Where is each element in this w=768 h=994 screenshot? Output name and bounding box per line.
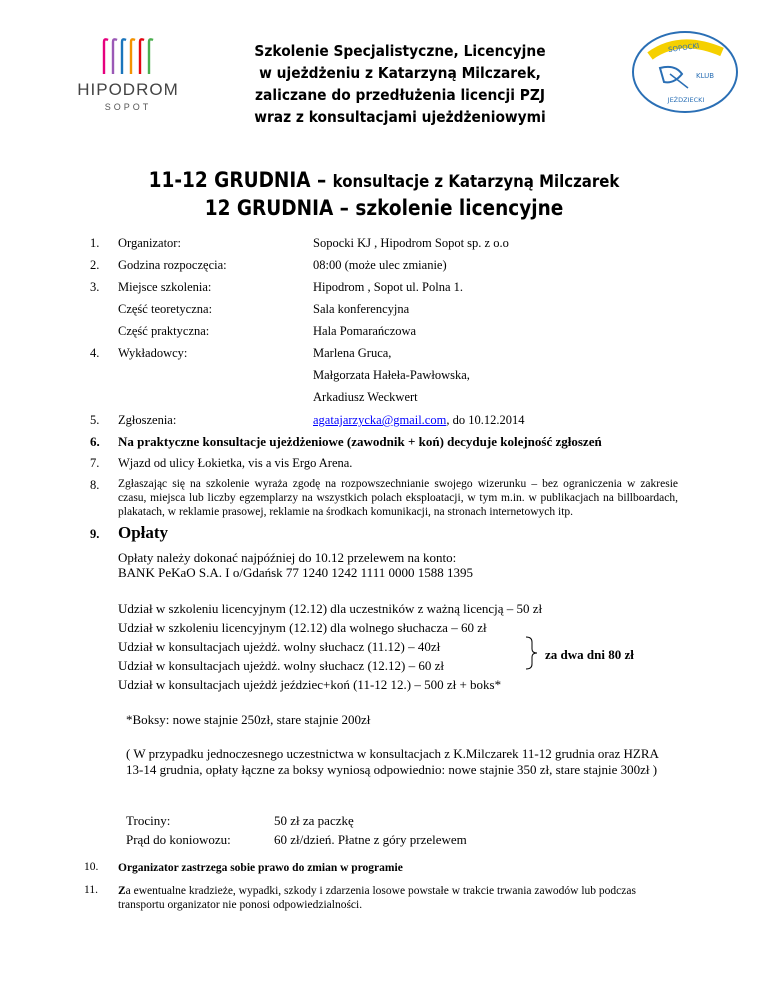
club-logo-mid-text: KLUB	[696, 72, 715, 80]
item-label-lecturers: Wykładowcy:	[118, 346, 188, 360]
combined-box-note: ( W przypadku jednoczesnego uczestnictwa w konsultacjach z K.Milczarek 11-12 grudnia oraz HZRA 13-14 grudnia, opłaty łączne za boksy wyniosą odpowiednio: nowe stajnie 350 zł, stare stajnie 300zł )	[126, 746, 659, 777]
item-number: 5.	[90, 413, 100, 427]
item-number: 2.	[90, 258, 100, 272]
disclaimer-text: a ewentualne kradzieże, wypadki, szkody i zdarzenia losowe powstałe w trakcie trwania zawodów lub podczas transportu organizator nie ponosi odpowiedzialności.	[118, 885, 636, 911]
item-value-theory: Sala konferencyjna	[313, 302, 410, 316]
club-emblem-icon	[630, 26, 740, 118]
title-line: wraz z konsultacjami ujeżdżeniowymi	[254, 108, 546, 126]
title-line: Szkolenie Specjalistyczne, Licencyjne	[254, 42, 546, 60]
fee-line: Udział w szkoleniu licencyjnym (12.12) dla uczestników z ważną licencją – 50 zł	[118, 601, 543, 616]
two-day-price: za dwa dni 80 zł	[545, 647, 634, 662]
fee-line: Udział w konsultacjach ujeżdż. wolny słuchacz (11.12) – 40zł	[118, 639, 441, 654]
disclaimer-first-letter: Z	[118, 885, 126, 897]
item-number: 3.	[90, 280, 100, 294]
item-number: 11.	[84, 884, 98, 896]
payment-deadline: Opłaty należy dokonać najpóźniej do 10.12 przelewem na konto:	[118, 550, 457, 565]
item-entrance: Wjazd od ulicy Łokietka, vis a vis Ergo Arena.	[118, 456, 353, 470]
club-logo	[630, 26, 740, 118]
bank-account: BANK PeKaO S.A. I o/Gdańsk 77 1240 1242 1111 0000 1588 1395	[118, 565, 473, 580]
sawdust-price: 50 zł za paczkę	[274, 813, 354, 828]
item-consultation-order: Na praktyczne konsultacje ujeżdżeniowe (zawodnik + koń) decyduje kolejność zgłoszeń	[118, 434, 602, 449]
item-number: 8.	[90, 478, 100, 492]
item-value-practice: Hala Pomarańczowa	[313, 324, 417, 338]
item-number: 7.	[90, 456, 100, 470]
item-value-place: Hipodrom , Sopot ul. Polna 1.	[313, 280, 464, 294]
item-number: 6.	[90, 434, 100, 449]
organizer-rights: Organizator zastrzega sobie prawo do zmian w programie	[118, 862, 403, 874]
club-logo-bottom-text: JEŹDZIECKI	[667, 96, 705, 104]
liability-disclaimer	[118, 884, 678, 912]
item-label-organizer: Organizator:	[118, 236, 181, 250]
hipodrom-bars-icon	[100, 36, 156, 74]
fee-line: Udział w konsultacjach ujeżdż. wolny słuchacz (12.12) – 60 zł	[118, 658, 444, 673]
item-value-start-time: 08:00 (może ulec zmianie)	[313, 258, 447, 272]
title-line: w ujeżdżeniu z Katarzyną Milczarek,	[259, 64, 541, 82]
title-line: zaliczane do przedłużenia licencji PZJ	[255, 86, 545, 104]
lecturer-name: Małgorzata Hałeła-Pawłowska,	[313, 368, 470, 382]
lecturer-name: Marlena Gruca,	[313, 346, 392, 360]
power-price: 60 zł/dzień. Płatne z góry przelewem	[274, 832, 467, 847]
registration-email-link[interactable]: agatajarzycka@gmail.com	[313, 413, 447, 427]
item-value-organizer: Sopocki KJ , Hipodrom Sopot sp. z o.o	[313, 236, 509, 250]
item-value-registration	[313, 413, 524, 428]
right-brace-icon	[524, 636, 540, 670]
page-title	[216, 40, 584, 128]
item-number: 10.	[84, 861, 99, 873]
headline-subject: konsultacje z Katarzyną Milczarek	[332, 172, 620, 192]
item-label-registration: Zgłoszenia:	[118, 413, 177, 427]
item-label-start-time: Godzina rozpoczęcia:	[118, 258, 227, 272]
item-image-consent: Zgłaszając się na szkolenie wyraża zgodę na rozpowszechnianie swojego wizerunku – bez ograniczenia w zakresie czasu, miejsca lub liczby egzemplarzy na wszystkich polach eksploatacji, w tym m.in. w publikacjach na billboardach, plakatach, w reklamie prasowej, reklamie na środkach komunikacji, na stronach internetowych itp.	[118, 478, 678, 518]
headline-date: 11-12 GRUDNIA –	[148, 168, 333, 192]
item-number: 4.	[90, 346, 100, 360]
headline-consultations	[46, 168, 722, 192]
fees-heading: Opłaty	[118, 523, 169, 542]
registration-deadline: , do 10.12.2014	[446, 413, 525, 427]
hipodrom-logo-sub: SOPOT	[104, 102, 152, 112]
lecturer-name: Arkadiusz Weckwert	[313, 390, 418, 404]
item-number: 1.	[90, 236, 100, 250]
power-label: Prąd do koniowozu:	[126, 832, 231, 847]
item-label-practice: Część praktyczna:	[118, 324, 210, 338]
hipodrom-logo	[72, 32, 184, 122]
item-number: 9.	[90, 527, 100, 541]
fee-line: Udział w konsultacjach ujeżdż jeździec+koń (11-12 12.) – 500 zł + boks*	[118, 677, 502, 692]
item-label-place: Miejsce szkolenia:	[118, 280, 212, 294]
box-prices: *Boksy: nowe stajnie 250zł, stare stajnie 200zł	[126, 712, 371, 727]
fee-line: Udział w szkoleniu licencyjnym (12.12) dla wolnego słuchacza – 60 zł	[118, 620, 487, 635]
sawdust-label: Trociny:	[126, 813, 171, 828]
headline-training: 12 GRUDNIA – szkolenie licencyjne	[204, 196, 564, 220]
item-label-theory: Część teoretyczna:	[118, 302, 213, 316]
club-logo-top-text: SOPOCKI	[667, 41, 700, 55]
hipodrom-logo-name: HIPODROM	[77, 80, 179, 99]
